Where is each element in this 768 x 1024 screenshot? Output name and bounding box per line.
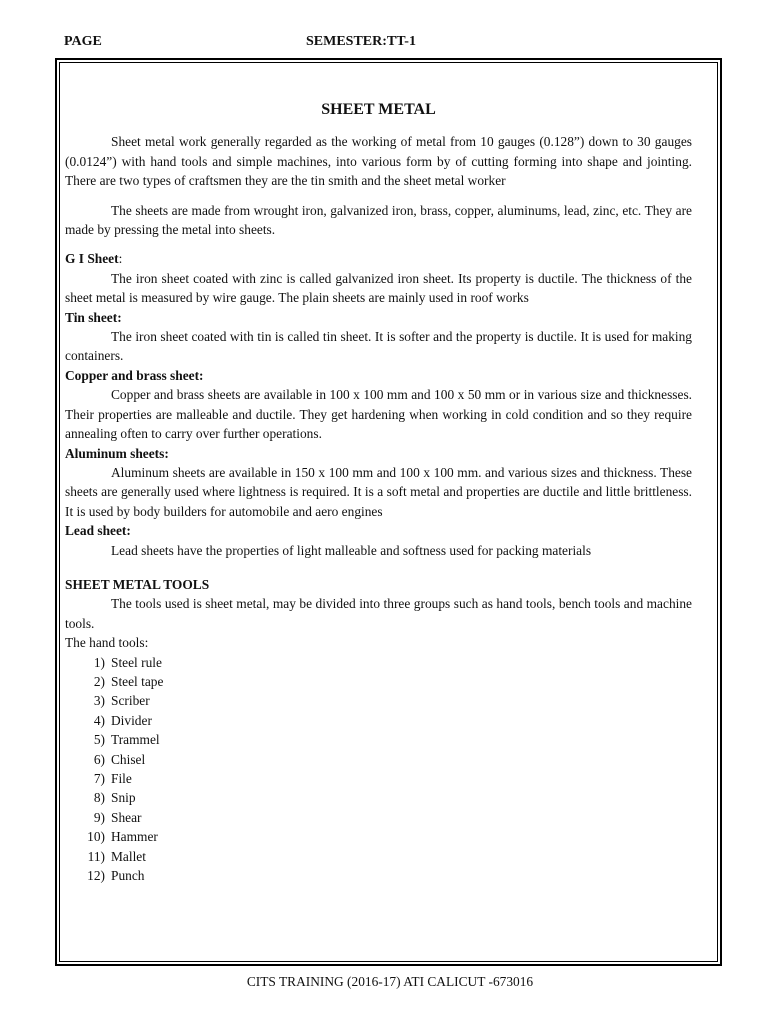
- page-footer: CITS TRAINING (2016-17) ATI CALICUT -673016: [246, 974, 534, 989]
- lead-sheet-heading: Lead sheet:: [65, 523, 131, 539]
- list-item: 10) Hammer: [87, 829, 158, 845]
- list-item: 4) Divider: [93, 712, 152, 728]
- document-title: SHEET METAL: [321, 101, 436, 118]
- list-item: 5) Trammel: [93, 732, 160, 748]
- list-item: 6) Chisel: [93, 751, 146, 767]
- gi-sheet-heading: G I Sheet: [65, 251, 119, 267]
- list-item: 9) Shear: [93, 809, 142, 825]
- gi-sheet-colon: :: [118, 251, 123, 267]
- tin-sheet-text: The iron sheet coated with tin is called tin sheet. It is softer and the property is ductile. It is used for making containers.: [65, 329, 692, 364]
- tools-heading: SHEET METAL TOOLS: [65, 576, 210, 592]
- aluminum-text: Aluminum sheets are available in 150 x 100 mm and 100 x 100 mm. and various sizes and thickness. These sheets are generally used where lightness is required. It is a soft metal and properties are ductile and little brittleness. It is used by body builders for automobile and aero engines: [65, 464, 692, 519]
- semester-label: SEMESTER:TT-1: [306, 34, 416, 49]
- list-item: 2) Steel tape: [93, 673, 164, 689]
- list-item: 12) Punch: [87, 868, 145, 884]
- tools-intro: The tools used is sheet metal, may be divided into three groups such as hand tools, bench tools and machine tools.: [65, 596, 692, 631]
- list-item: 7) File: [93, 771, 132, 786]
- lead-sheet-text: Lead sheets have the properties of light malleable and softness used for packing materials: [111, 542, 592, 558]
- tin-sheet-heading: Tin sheet:: [65, 309, 122, 325]
- aluminum-heading: Aluminum sheets:: [65, 445, 169, 461]
- gi-sheet-heading-line: [65, 249, 692, 268]
- intro-paragraph: Sheet metal work generally regarded as the working of metal from 10 gauges (0.128”) down to 30 gauges (0.0124”) with hand tools and simple machines, into various form by of cutting forming into shape and jointing. There are two types of craftsmen they are the tin smith and the sheet metal worker: [65, 134, 692, 189]
- hand-tools-list: [65, 653, 692, 886]
- list-item: 3) Scriber: [93, 693, 150, 709]
- gi-sheet-text: The iron sheet coated with zinc is called galvanized iron sheet. Its property is ductile. The thickness of the sheet metal is measured by wire gauge. The plain sheets are mainly used in roof works: [65, 270, 692, 306]
- materials-paragraph: The sheets are made from wrought iron, galvanized iron, brass, copper, aluminums, lead, zinc, etc. They are made by pressing the metal into sheets.: [65, 202, 692, 238]
- list-item: 8) Snip: [93, 790, 136, 806]
- copper-brass-text: Copper and brass sheets are available in 100 x 100 mm and 100 x 50 mm or in various size and thicknesses. Their properties are malleable and ductile. They get hardening when working in cold condition and so they require annealing often to carry over further operations.: [65, 387, 692, 442]
- copper-brass-heading: Copper and brass sheet:: [65, 367, 204, 383]
- page-label: PAGE: [64, 34, 102, 49]
- document-body: [65, 100, 692, 885]
- list-item: 11) Mallet: [87, 848, 146, 864]
- list-item: 1) Steel rule: [93, 654, 162, 670]
- hand-tools-label: The hand tools:: [65, 635, 149, 651]
